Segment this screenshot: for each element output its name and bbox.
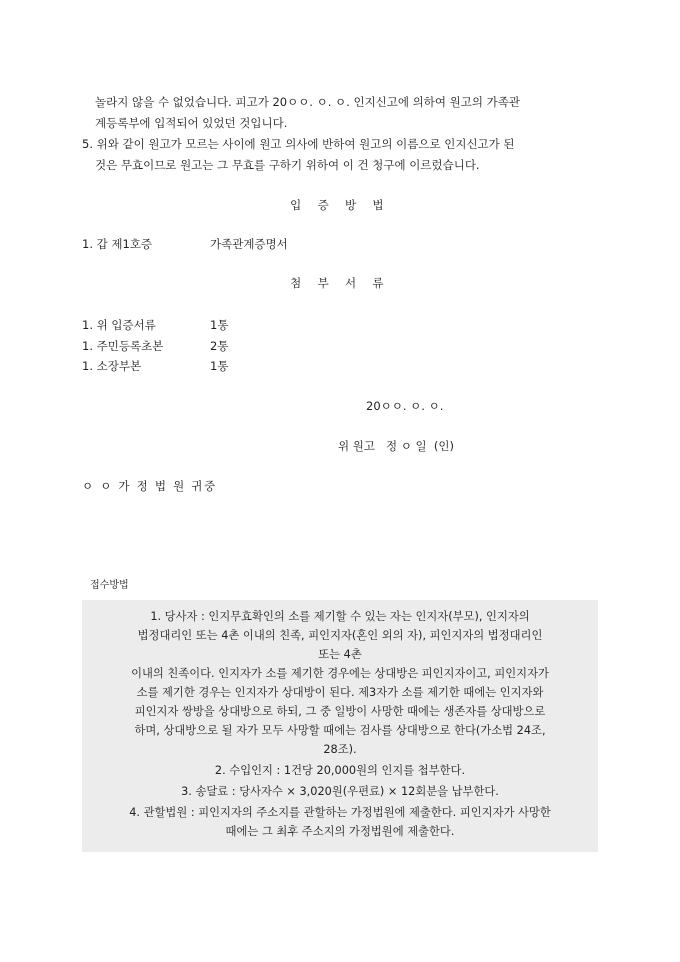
attachment-item-label: 1. 주민등록초본 (82, 339, 164, 353)
filing-line: 또는 4촌 (318, 648, 362, 661)
item-5-line: 5. 위와 같이 원고가 모르는 사이에 원고 의사에 반하여 원고의 이름으로 인지신고가 된 (82, 137, 515, 151)
attachment-item-count: 2통 (210, 339, 229, 353)
filing-method-label: 접수방법 (90, 580, 129, 591)
attachment-item-label: 1. 위 입증서류 (82, 318, 156, 332)
attachments-heading: 첨 부 서 류 (290, 276, 390, 290)
evidence-heading: 입 증 방 법 (290, 198, 390, 212)
filing-line: 4. 관할법원 : 피인지자의 주소지를 관할하는 가정법원에 제출한다. 피인지자가 사망한 (129, 806, 551, 819)
evidence-item-value: 가족관계증명서 (210, 237, 288, 251)
plaintiff-signature: 위 원고 정 ㅇ 일 (인) (338, 439, 454, 453)
attachment-item-count: 1통 (210, 359, 229, 373)
filing-line: 3. 송달료 : 당사자수 × 3,020원(우편료) × 12회분을 납부한다. (181, 785, 499, 798)
filing-date: 20ㅇㅇ. ㅇ. ㅇ. (366, 399, 444, 413)
filing-line: 하며, 상대방으로 될 자가 모두 사망할 때에는 검사를 상대방으로 한다(가소법 24조, (134, 724, 546, 737)
filing-method-box (82, 600, 598, 852)
body-paragraph-line: 놀라지 않을 수 없었습니다. 피고가 20ㅇㅇ. ㅇ. ㅇ. 인지신고에 의하여 원고의 가족관 (95, 95, 520, 109)
filing-line: 법정대리인 또는 4촌 이내의 친족, 피인지자(혼인 외의 자), 피인지자의 법정대리인 (137, 629, 543, 642)
item-5-line: 것은 무효이므로 원고는 그 무효를 구하기 위하여 이 건 청구에 이르렀습니다. (95, 158, 480, 172)
filing-line: 28조). (323, 743, 357, 756)
filing-line: 때에는 그 최후 주소지의 가정법원에 제출한다. (225, 825, 455, 838)
attachment-item-label: 1. 소장부본 (82, 359, 142, 373)
filing-line: 소를 제기한 경우는 인지자가 상대방이 된다. 제3자가 소를 제기한 때에는 인지자와 (136, 686, 544, 699)
filing-line: 1. 당사자 : 인지무효확인의 소를 제기할 수 있는 자는 인지자(부모), 인지자의 (150, 610, 530, 623)
attachment-item-count: 1통 (210, 318, 229, 332)
court-addressee: ㅇ ㅇ 가 정 법 원 귀중 (82, 479, 217, 493)
evidence-item-label: 1. 갑 제1호증 (82, 237, 153, 251)
filing-line: 이내의 친족이다. 인지자가 소를 제기한 경우에는 상대방은 피인지자이고, 피인지자가 (131, 667, 549, 680)
filing-line: 피인지자 쌍방을 상대방으로 하되, 그 중 일방이 사망한 때에는 생존자를 상대방으로 (134, 705, 546, 718)
filing-line: 2. 수입인지 : 1건당 20,000원의 인지를 첩부한다. (214, 764, 466, 777)
body-paragraph-line: 계등록부에 입적되어 있었던 것입니다. (95, 116, 288, 130)
